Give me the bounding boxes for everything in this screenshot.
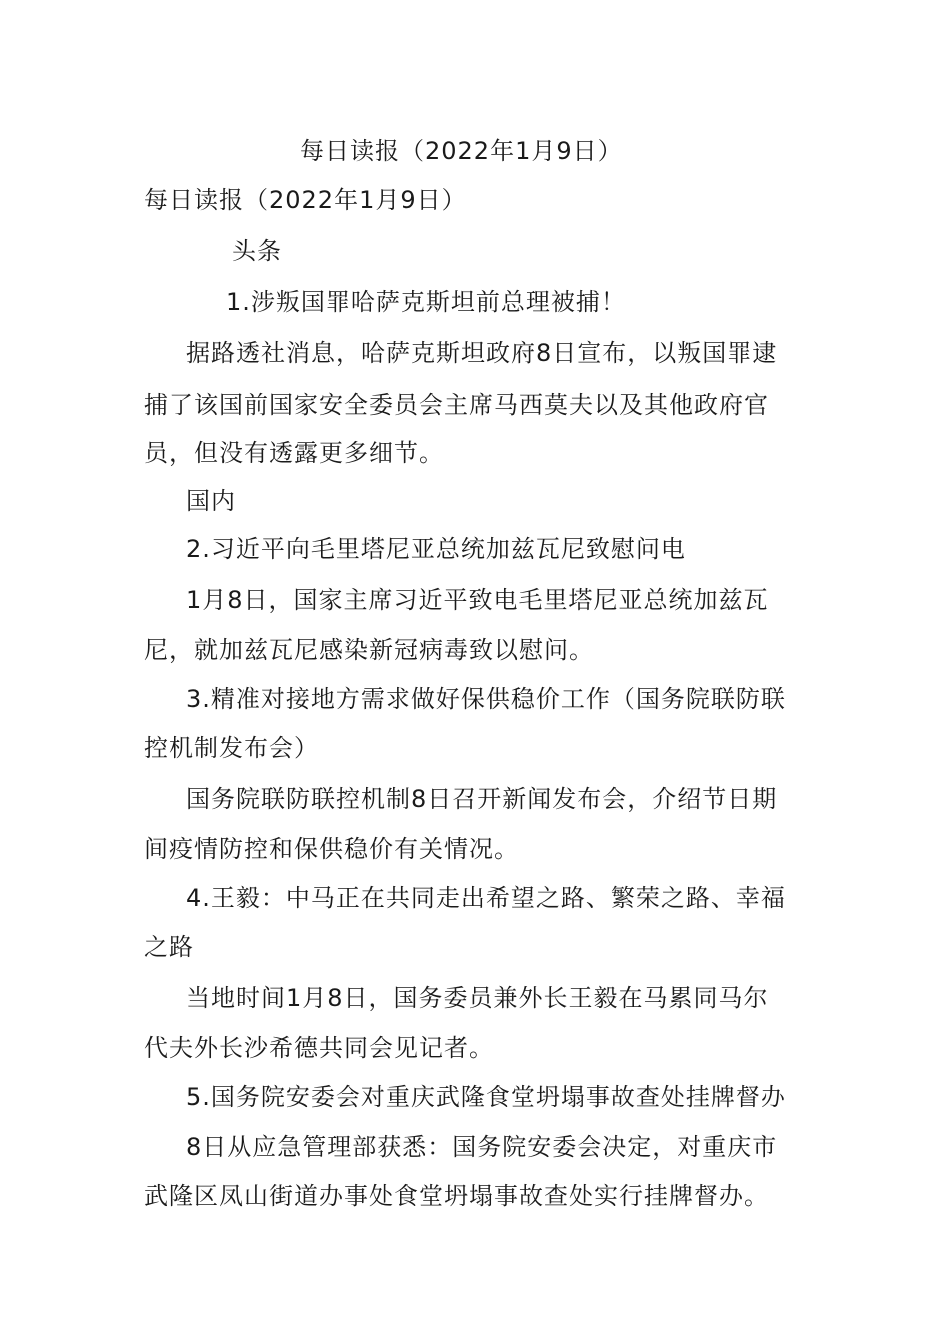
news-item-heading: 2.习近平向毛里塔尼亚总统加兹瓦尼致慰问电: [186, 535, 686, 563]
document-subtitle: 每日读报（2022年1月9日）: [144, 186, 467, 214]
news-item-heading: 3.精准对接地方需求做好保供稳价工作（国务院联防联: [186, 685, 786, 713]
news-item-heading: 1.涉叛国罪哈萨克斯坦前总理被捕！: [226, 288, 626, 316]
news-item-body-line: 当地时间1月8日，国务委员兼外长王毅在马累同马尔: [186, 984, 769, 1012]
news-item-heading: 4.王毅：中马正在共同走出希望之路、繁荣之路、幸福: [186, 884, 786, 912]
news-item-heading: 5.国务院安委会对重庆武隆食堂坍塌事故查处挂牌督办: [186, 1083, 786, 1111]
news-item-body-line: 国务院联防联控机制8日召开新闻发布会，介绍节日期: [186, 785, 778, 813]
document-title: 每日读报（2022年1月9日）: [300, 137, 623, 165]
news-item-body-line: 据路透社消息，哈萨克斯坦政府8日宣布，以叛国罪逮: [186, 339, 778, 367]
news-item-body-line: 员，但没有透露更多细节。: [144, 439, 444, 467]
news-item-heading: 之路: [144, 933, 194, 961]
news-item-body-line: 武隆区凤山街道办事处食堂坍塌事故查处实行挂牌督办。: [144, 1182, 769, 1210]
news-item-body-line: 间疫情防控和保供稳价有关情况。: [144, 835, 519, 863]
news-item-body-line: 捕了该国前国家安全委员会主席马西莫夫以及其他政府官: [144, 391, 769, 419]
news-item-heading: 控机制发布会）: [144, 734, 319, 762]
section-heading-domestic: 国内: [186, 487, 236, 515]
news-item-body-line: 8日从应急管理部获悉：国务院安委会决定，对重庆市: [186, 1133, 778, 1161]
news-item-body-line: 尼，就加兹瓦尼感染新冠病毒致以慰问。: [144, 636, 594, 664]
news-item-body-line: 代夫外长沙希德共同会见记者。: [144, 1034, 494, 1062]
news-item-body-line: 1月8日，国家主席习近平致电毛里塔尼亚总统加兹瓦: [186, 586, 769, 614]
section-heading-headline: 头条: [232, 237, 282, 265]
